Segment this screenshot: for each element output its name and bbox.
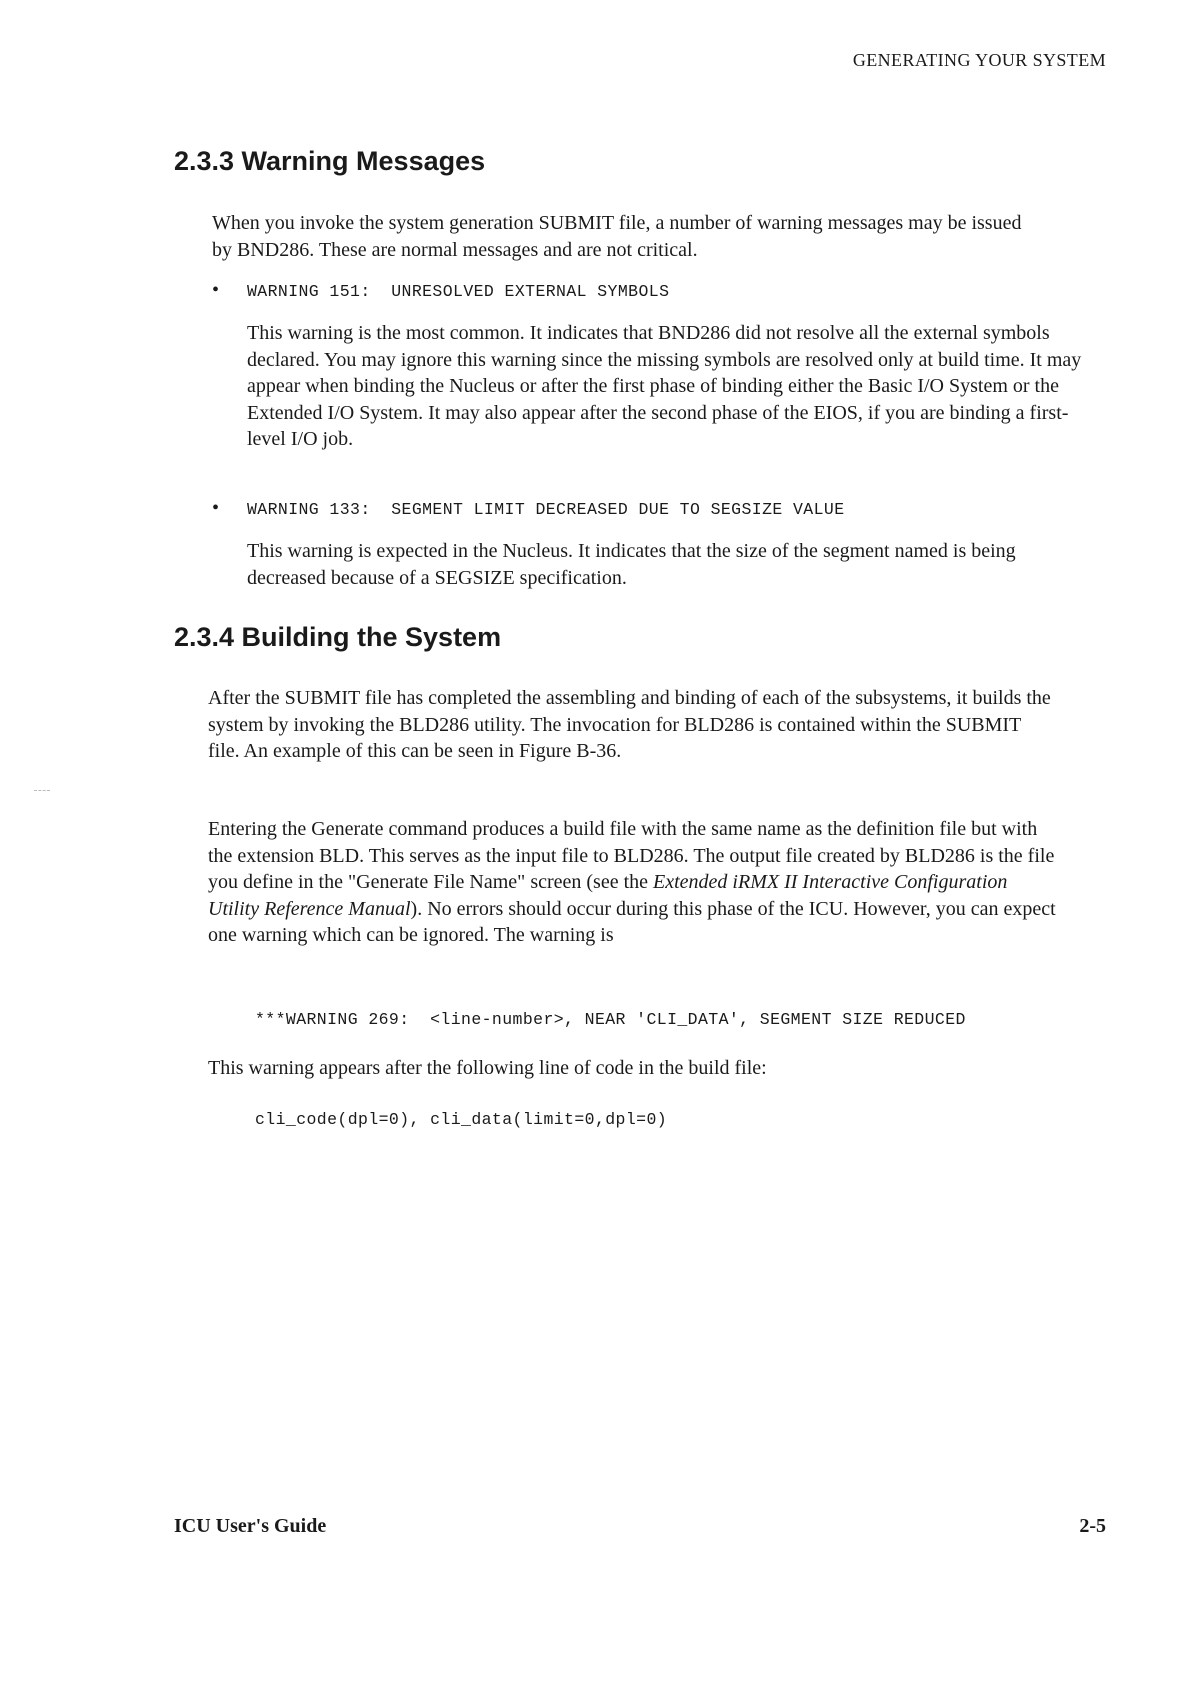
building-paragraph-2: Entering the Generate command produces a build file with the same name as the definition file but with the extension BLD. This serves as the input file to BLD286. The output file created by BLD286 is the file you define in the "Generate File Name" screen (see the Extended iRMX II Interactive Configuration Utility Reference Manual). No errors should occur during this phase of the ICU. However, you can expect one warning which can be ignored. The warning is — [208, 818, 1056, 946]
warning-intro-paragraph: When you invoke the system generation SUBMIT file, a number of warning messages may be issued by BND286. These are normal messages and are not critical. — [212, 212, 1022, 261]
build-file-code-line: cli_code(dpl=0), cli_data(limit=0,dpl=0) — [255, 1110, 668, 1129]
margin-mark — [34, 790, 50, 791]
footer-guide-title: ICU User's Guide — [174, 1515, 327, 1537]
warning-269-code: ***WARNING 269: <line-number>, NEAR 'CLI_DATA', SEGMENT SIZE REDUCED — [255, 1010, 966, 1029]
warning-133-description: This warning is expected in the Nucleus. It indicates that the size of the segment named is being decreased because of a SEGSIZE specification. — [247, 540, 1016, 589]
warning-151-code: WARNING 151: UNRESOLVED EXTERNAL SYMBOLS — [247, 282, 670, 301]
running-head: GENERATING YOUR SYSTEM — [852, 50, 1106, 70]
bullet-icon: • — [212, 497, 220, 519]
footer-page-number: 2-5 — [1079, 1515, 1106, 1537]
bullet-icon: • — [212, 279, 220, 301]
section-heading-building-the-system: 2.3.4 Building the System — [174, 622, 502, 652]
section-heading-warning-messages: 2.3.3 Warning Messages — [174, 146, 486, 176]
building-paragraph-1: After the SUBMIT file has completed the assembling and binding of each of the subsystems, it builds the system by invoking the BLD286 utility. The invocation for BLD286 is contained within the SUBMIT file. An example of this can be seen in Figure B-36. — [208, 687, 1051, 762]
warning-133-code: WARNING 133: SEGMENT LIMIT DECREASED DUE TO SEGSIZE VALUE — [247, 500, 845, 519]
build-file-paragraph: This warning appears after the following line of code in the build file: — [208, 1057, 767, 1079]
reference-manual-title: Extended iRMX II Interactive Configuration Utility Reference Manual — [208, 871, 1008, 920]
warning-151-description: This warning is the most common. It indicates that BND286 did not resolve all the external symbols declared. You may ignore this warning since the missing symbols are resolved only at build time. It may appear when binding the Nucleus or after the first phase of binding either the Basic I/O System or the Extended I/O System. It may also appear after the second phase of the EIOS, if you are binding a first-level I/O job. — [247, 322, 1082, 450]
